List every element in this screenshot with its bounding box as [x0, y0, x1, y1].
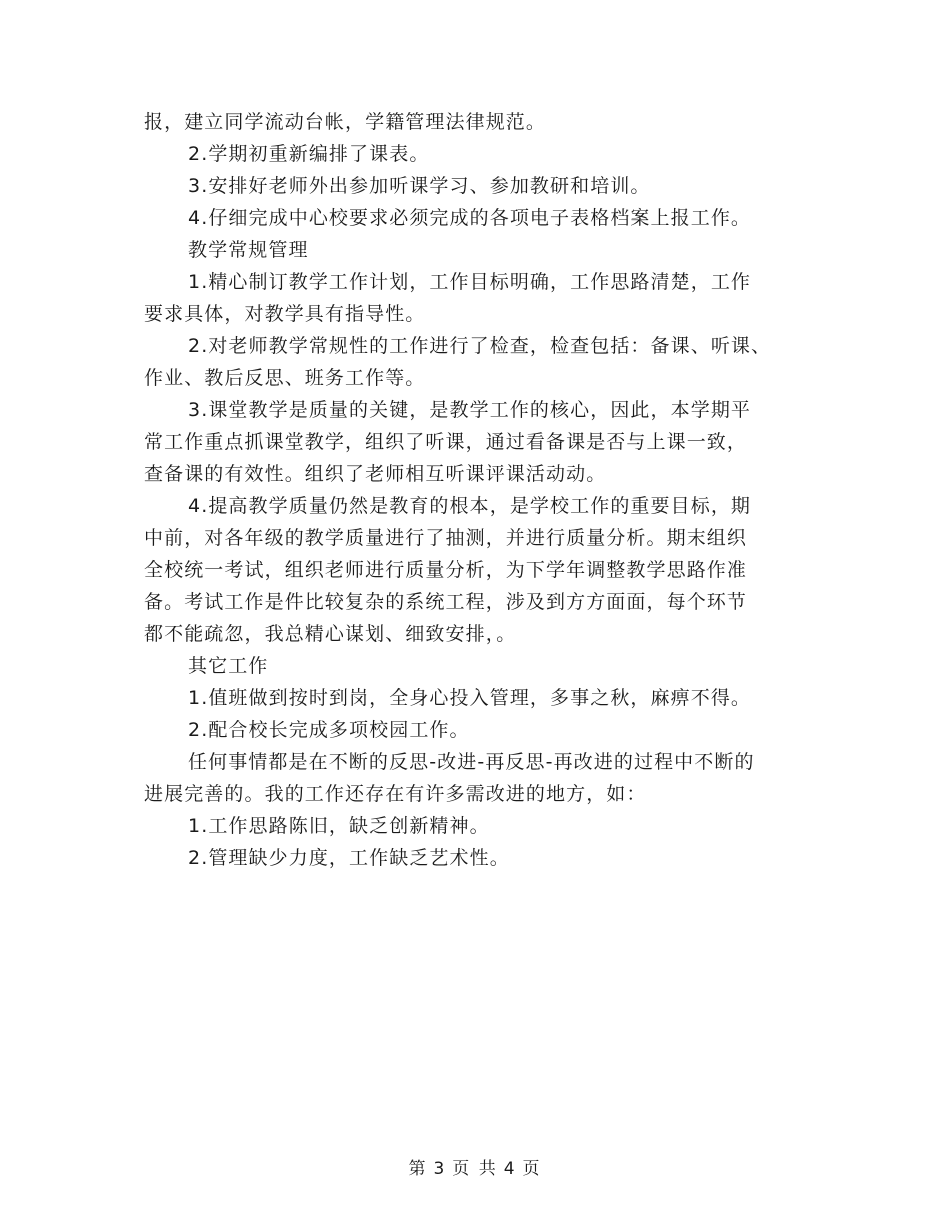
- text-line: 2.管理缺少力度，工作缺乏艺术性。: [188, 847, 510, 869]
- document-body: [144, 106, 804, 874]
- footer-suffix: 页: [522, 1159, 542, 1179]
- text-line: 2.配合校长完成多项校园工作。: [188, 719, 470, 741]
- text-line: 要求具体，对教学具有指导性。: [144, 303, 426, 325]
- text-line: 常工作重点抓课堂教学，组织了听课，通过看备课是否与上课一致，: [144, 431, 748, 453]
- text-line: 4.提高教学质量仍然是教育的根本，是学校工作的重要目标，期: [188, 495, 752, 517]
- text-line: 3.课堂教学是质量的关键，是教学工作的核心，因此，本学期平: [188, 399, 752, 421]
- text-line: 2.学期初重新编排了课表。: [188, 143, 430, 165]
- text-line: 1.工作思路陈旧，缺乏创新精神。: [188, 815, 490, 837]
- footer-current-page: 3: [433, 1159, 447, 1179]
- text-line: 都不能疏忽，我总精心谋划、细致安排，。: [144, 623, 517, 645]
- text-line: 1.值班做到按时到岗，全身心投入管理，多事之秋，麻痹不得。: [188, 687, 752, 709]
- text-line: 查备课的有效性。组织了老师相互听课评课活动动。: [144, 463, 607, 485]
- text-line: 2.对老师教学常规性的工作进行了检查，检查包括：备课、听课、: [188, 335, 772, 357]
- text-line: 任何事情都是在不断的反思-改进-再反思-再改进的过程中不断的: [188, 751, 755, 773]
- text-line: 1.精心制订教学工作计划，工作目标明确，工作思路清楚，工作: [188, 271, 752, 293]
- text-line: 报，建立同学流动台帐，学籍管理法律规范。: [144, 111, 547, 133]
- text-line: 备。考试工作是件比较复杂的系统工程，涉及到方方面面，每个环节: [144, 591, 748, 613]
- text-line: 进展完善的。我的工作还存在有许多需改进的地方，如：: [144, 783, 647, 805]
- footer-middle: 页 共: [452, 1159, 498, 1179]
- text-line: 全校统一考试，组织老师进行质量分析，为下学年调整教学思路作准: [144, 559, 748, 581]
- text-line: 教学常规管理: [188, 239, 309, 261]
- footer-total-pages: 4: [503, 1159, 517, 1179]
- footer-prefix: 第: [408, 1159, 428, 1179]
- page-footer: [0, 1154, 950, 1179]
- text-line: 其它工作: [188, 655, 269, 677]
- text-line: 作业、教后反思、班务工作等。: [144, 367, 426, 389]
- text-line: 中前，对各年级的教学质量进行了抽测，并进行质量分析。期末组织: [144, 527, 748, 549]
- text-line: 3.安排好老师外出参加听课学习、参加教研和培训。: [188, 175, 651, 197]
- text-line: 4.仔细完成中心校要求必须完成的各项电子表格档案上报工作。: [188, 207, 752, 229]
